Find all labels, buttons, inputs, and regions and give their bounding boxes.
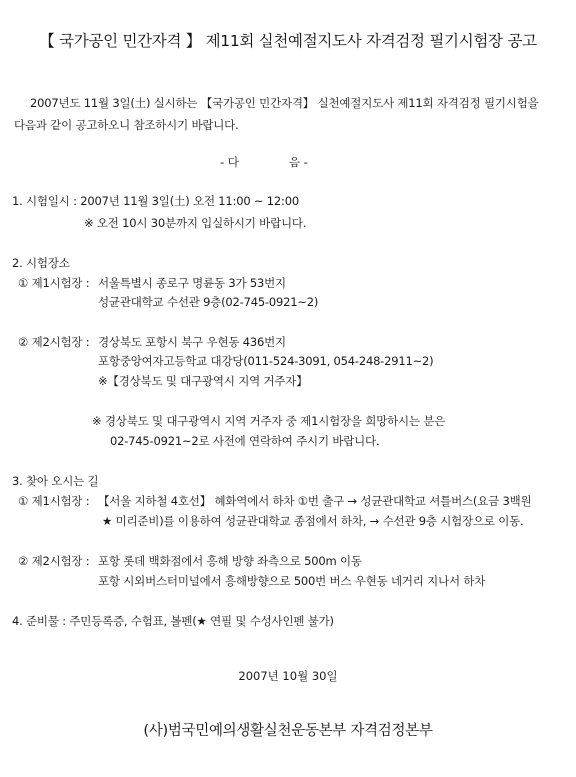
intro-line-2: 다음과 같이 공고하오니 참조하시기 바랍니다. [14,118,239,132]
section-3-site-2-line-2: 포항 시외버스터미널에서 흥해방향으로 500번 버스 우현동 네거리 지나서 하차 [98,574,486,588]
section-2-site-2-building: 포항중앙여자고등학교 대강당(011-524-3091, 054-248-2911~2) [98,354,434,368]
section-2-notice-line-1: ※ 경상북도 및 대구광역시 지역 거주자 중 제1시험장을 희망하시는 분은 [92,414,446,428]
section-2-site-2-note: ※【경상북도 및 대구광역시 지역 거주자】 [98,374,308,388]
section-2-site-2-address: 경상북도 포항시 북구 우현동 436번지 [98,335,286,349]
section-3-heading: 3. 찾아 오시는 길 [12,474,99,488]
section-2-site-1-address: 서울특별시 종로구 명륜동 3가 53번지 [98,276,286,290]
section-3-site-1-label: ① 제1시험장 : [18,494,90,508]
section-2-site-1-building: 성균관대학교 수선관 9층(02-745-0921~2) [98,295,319,309]
section-3-site-2-line-1: 포항 롯데 백화점에서 흥해 방향 좌측으로 500m 이동 [98,554,362,568]
section-1-heading: 1. 시험일시 : 2007년 11월 3일(土) 오전 11:00 ~ 12:00 [12,194,299,208]
section-2-site-2-label: ② 제2시험장 : [18,335,90,349]
intro-line-1: 2007년도 11월 3일(土) 실시하는 【국가공인 민간자격】 실천예절지도사 제11회 자격검정 필기시험을 [30,96,539,110]
section-2-notice-line-2: 02-745-0921~2로 사전에 연락하여 주시기 바랍니다. [110,434,380,448]
page-title: 【 국가공인 민간자격 】 제11회 실천예절지도사 자격검정 필기시험장 공고 [39,32,537,50]
announcement-date: 2007년 10월 30일 [238,669,338,683]
section-3-site-2-label: ② 제2시험장 : [18,554,90,568]
issuer-name: (사)범국민예의생활실천운동본부 자격검정본부 [143,723,433,739]
section-4-heading: 4. 준비물 : 주민등록증, 수험표, 볼펜(★ 연필 및 수성사인펜 불가) [12,614,334,628]
divider-right: 음 - [288,155,308,169]
divider-left: - 다 [220,155,239,169]
section-3-site-1-line-1: 【서울 지하철 4호선】 혜화역에서 하차 ①번 출구 → 성균관대학교 셔틀버스(요금 3백원 [98,494,532,508]
section-divider-heading [220,154,308,170]
section-2-heading: 2. 시험장소 [12,256,70,270]
section-2-site-1-label: ① 제1시험장 : [18,276,90,290]
section-1-note: ※ 오전 10시 30분까지 입실하시기 바랍니다. [84,216,307,230]
section-3-site-1-line-2: ★ 미리준비)를 이용하여 성균관대학교 종점에서 하차, → 수선관 9층 시험장으로 이동. [102,514,524,528]
